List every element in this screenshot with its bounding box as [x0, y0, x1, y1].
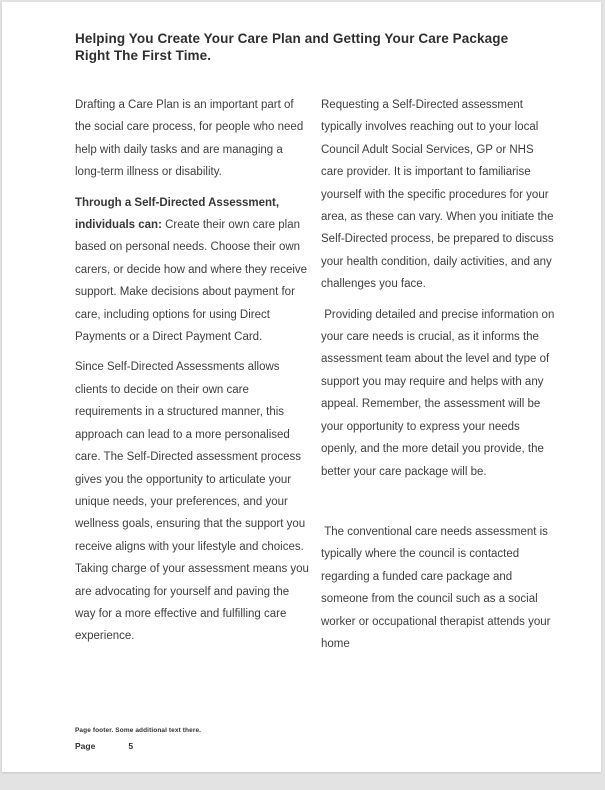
footer-note-text: Page footer. Some additional text there. [75, 727, 202, 734]
paragraph-conventional-assessment: The conventional care needs assessment is typically where the council is contacted regarding a funded care package and someone from the council such as a social worker or occupational therapist attends your home [321, 525, 554, 650]
paragraph-self-directed-assessment [75, 192, 309, 349]
document-page [2, 2, 601, 772]
footer-page-label: Page [75, 741, 96, 751]
paragraph-drafting-care-plan: Drafting a Care Plan is an important part of the social care process, for people who need help with daily tasks and are managing a long-term illness or disability. [75, 99, 307, 179]
page-footer [75, 727, 201, 751]
footer-page-number: 5 [128, 741, 134, 751]
right-column [321, 94, 558, 663]
page-content [2, 2, 601, 663]
footer-page-row [75, 741, 201, 751]
paragraph-providing-information: Providing detailed and precise information on your care needs is crucial, as it informs the assessment team about the level and type of support you may require and helps with any appeal. Remember, the assessment will be your opportunity to express your needs openly, and the more detail you provide, the better your care package will be. [321, 308, 558, 478]
paragraph-requesting-assessment: Requesting a Self-Directed assessment typically involves reaching out to your local Council Adult Social Services, GP or NHS care provider. It is important to familiarise yourself with the specific procedures for your area, as these can vary. When you initiate the Self-Directed process, be prepared to discuss your health condition, daily activities, and any challenges you face. [321, 99, 557, 291]
paragraph-bold-lead: Through a Self-Directed Assessment, individuals can: [75, 196, 283, 232]
page-title: Helping You Create Your Care Plan and Getting Your Care Package Right The First Time. [75, 31, 509, 63]
paragraph-since-self-directed: Since Self-Directed Assessments allows clients to decide on their own care requirements in a structured manner, this approach can lead to a more personalised care. The Self-Directed assessment process gives you the opportunity to articulate your unique needs, your preferences, and your wellness goals, ensuring that the support you receive aligns with your lifestyle and choices. Taking charge of your assessment means you are advocating for yourself and paving the way for a more effective and fulfilling care experience. [75, 361, 313, 643]
left-column [75, 94, 313, 663]
two-column-layout [75, 94, 558, 663]
paragraph-bold-lead-continuation: Create their own care plan based on personal needs. Choose their own carers, or decide how and where they receive support. Make decisions about payment for care, including options for using Direct Payments or a Direct Payment Card. [75, 219, 311, 344]
